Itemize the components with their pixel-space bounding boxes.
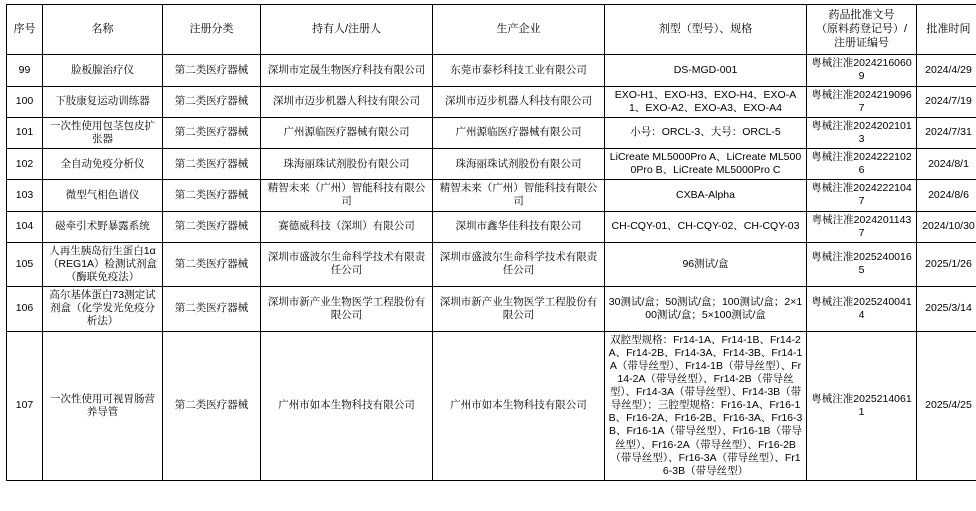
cell-manufacturer: 广州市如本生物科技有限公司 — [433, 331, 605, 480]
cell-manufacturer: 深圳市迈步机器人科技有限公司 — [433, 86, 605, 117]
cell-category: 第二类医疗器械 — [163, 211, 261, 242]
cell-category: 第二类医疗器械 — [163, 331, 261, 480]
cell-approval-no: 粤械注准20252140611 — [807, 331, 917, 480]
header-approval-no-line1: 药品批准文号 — [828, 9, 895, 21]
cell-manufacturer: 珠海丽珠试剂股份有限公司 — [433, 149, 605, 180]
cell-holder: 深圳市定晟生物医疗科技有限公司 — [261, 55, 433, 86]
cell-name: 一次性使用包茎包皮扩张器 — [43, 117, 163, 148]
cell-seq: 102 — [7, 149, 43, 180]
cell-approval-no: 粤械注准20242221026 — [807, 149, 917, 180]
cell-name: 人再生胰岛衍生蛋白1α（REG1A）检测试剂盒（酶联免疫法） — [43, 242, 163, 286]
cell-spec: 30测试/盒；50测试/盒；100测试/盒；2×100测试/盒；5×100测试/盒 — [605, 287, 807, 331]
table-row — [7, 287, 976, 331]
cell-name: 磁牵引术野暴露系统 — [43, 211, 163, 242]
cell-holder: 深圳市迈步机器人科技有限公司 — [261, 86, 433, 117]
medical-device-registration-table — [6, 4, 976, 481]
header-approval-date: 批准时间 — [917, 5, 976, 55]
cell-name: 高尔基体蛋白73测定试剂盒（化学发光免疫分析法） — [43, 287, 163, 331]
cell-category: 第二类医疗器械 — [163, 86, 261, 117]
cell-category: 第二类医疗器械 — [163, 180, 261, 211]
cell-approval-date: 2025/1/26 — [917, 242, 976, 286]
cell-spec: 双腔型规格：Fr14-1A、Fr14-1B、Fr14-2A、Fr14-2B、Fr14-3A、Fr14-3B、Fr14-1A（带导丝型）、Fr14-1B（带导丝型）、Fr14-2A（带导丝型）、Fr14-2B（带导丝型）、Fr14-3A（带导丝型）、Fr14-3B（带导丝型）；三腔型规格：Fr16-1A、Fr16-1B、Fr16-2A、Fr16-2B、Fr16-3A、Fr16-3B、Fr16-1A（带导丝型）、Fr16-1B（带导丝型）、Fr16-2A（带导丝型）、Fr16-2B（带导丝型）、Fr16-3A（带导丝型）、Fr16-3B（带导丝型） — [605, 331, 807, 480]
cell-approval-no: 粤械注准20252400414 — [807, 287, 917, 331]
table-body — [7, 55, 976, 481]
cell-name: 下肢康复运动训练器 — [43, 86, 163, 117]
cell-holder: 广州源临医疗器械有限公司 — [261, 117, 433, 148]
cell-holder: 广州市如本生物科技有限公司 — [261, 331, 433, 480]
cell-seq: 105 — [7, 242, 43, 286]
header-spec: 剂型（型号）、规格 — [605, 5, 807, 55]
cell-seq: 101 — [7, 117, 43, 148]
header-approval-no — [807, 5, 917, 55]
cell-name: 微型气相色谱仪 — [43, 180, 163, 211]
header-holder: 持有人/注册人 — [261, 5, 433, 55]
header-approval-no-line2: （原料药登记号）/ — [815, 22, 908, 35]
cell-spec: CXBA-Alpha — [605, 180, 807, 211]
cell-manufacturer: 东莞市泰杉科技工业有限公司 — [433, 55, 605, 86]
cell-approval-date: 2024/7/19 — [917, 86, 976, 117]
cell-seq: 99 — [7, 55, 43, 86]
cell-spec: EXO-H1、EXO-H3、EXO-H4、EXO-A1、EXO-A2、EXO-A3、EXO-A4 — [605, 86, 807, 117]
cell-category: 第二类医疗器械 — [163, 287, 261, 331]
cell-approval-no: 粤械注准20242160609 — [807, 55, 917, 86]
cell-name: 一次性使用可视胃肠营养导管 — [43, 331, 163, 480]
cell-approval-date: 2025/3/14 — [917, 287, 976, 331]
cell-manufacturer: 精智未来（广州）智能科技有限公司 — [433, 180, 605, 211]
cell-spec: 小号：ORCL-3、大号：ORCL-5 — [605, 117, 807, 148]
cell-holder: 深圳市盛波尔生命科学技术有限责任公司 — [261, 242, 433, 286]
header-seq: 序号 — [7, 5, 43, 55]
table-row — [7, 86, 976, 117]
cell-spec: DS-MGD-001 — [605, 55, 807, 86]
cell-category: 第二类医疗器械 — [163, 149, 261, 180]
cell-holder: 精智未来（广州）智能科技有限公司 — [261, 180, 433, 211]
cell-approval-no: 粤械注准20242021013 — [807, 117, 917, 148]
cell-holder: 珠海丽珠试剂股份有限公司 — [261, 149, 433, 180]
cell-seq: 107 — [7, 331, 43, 480]
cell-manufacturer: 深圳市鑫华佳科技有限公司 — [433, 211, 605, 242]
cell-approval-date: 2024/4/29 — [917, 55, 976, 86]
cell-seq: 104 — [7, 211, 43, 242]
table-row — [7, 331, 976, 480]
cell-spec: 96测试/盒 — [605, 242, 807, 286]
cell-approval-date: 2025/4/25 — [917, 331, 976, 480]
cell-seq: 100 — [7, 86, 43, 117]
cell-category: 第二类医疗器械 — [163, 55, 261, 86]
cell-seq: 106 — [7, 287, 43, 331]
table-row — [7, 211, 976, 242]
header-approval-no-line3: 注册证编号 — [834, 36, 889, 49]
table-row — [7, 55, 976, 86]
table-header — [7, 5, 976, 55]
header-manufacturer: 生产企业 — [433, 5, 605, 55]
cell-approval-date: 2024/10/30 — [917, 211, 976, 242]
cell-holder: 深圳市新产业生物医学工程股份有限公司 — [261, 287, 433, 331]
cell-holder: 赛德威科技（深圳）有限公司 — [261, 211, 433, 242]
header-category: 注册分类 — [163, 5, 261, 55]
cell-name: 脸板腺治疗仪 — [43, 55, 163, 86]
cell-approval-no: 粤械注准20242011437 — [807, 211, 917, 242]
table-row — [7, 180, 976, 211]
cell-seq: 103 — [7, 180, 43, 211]
cell-manufacturer: 深圳市新产业生物医学工程股份有限公司 — [433, 287, 605, 331]
cell-category: 第二类医疗器械 — [163, 242, 261, 286]
cell-manufacturer: 深圳市盛波尔生命科学技术有限责任公司 — [433, 242, 605, 286]
cell-manufacturer: 广州源临医疗器械有限公司 — [433, 117, 605, 148]
cell-approval-date: 2024/8/6 — [917, 180, 976, 211]
cell-approval-no: 粤械注准20252400165 — [807, 242, 917, 286]
table-row — [7, 242, 976, 286]
header-name: 名称 — [43, 5, 163, 55]
cell-approval-date: 2024/8/1 — [917, 149, 976, 180]
cell-approval-date: 2024/7/31 — [917, 117, 976, 148]
cell-approval-no: 粤械注准20242221047 — [807, 180, 917, 211]
header-row — [7, 5, 976, 55]
cell-approval-no: 粤械注准20242190967 — [807, 86, 917, 117]
cell-spec: LiCreate ML5000Pro A、LiCreate ML5000Pro B、LiCreate ML5000Pro C — [605, 149, 807, 180]
cell-category: 第二类医疗器械 — [163, 117, 261, 148]
cell-spec: CH-CQY-01、CH-CQY-02、CH-CQY-03 — [605, 211, 807, 242]
table-row — [7, 117, 976, 148]
table-row — [7, 149, 976, 180]
cell-name: 全自动免疫分析仪 — [43, 149, 163, 180]
